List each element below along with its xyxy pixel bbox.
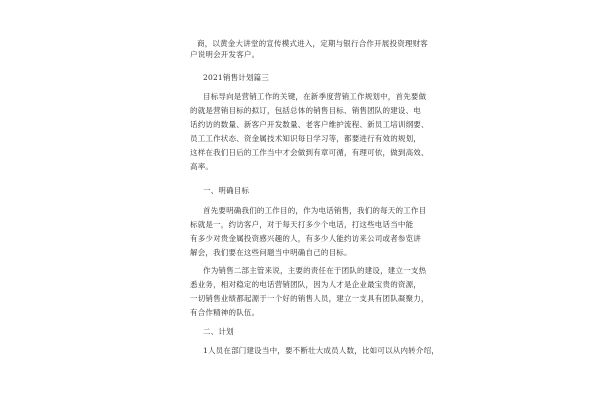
section-title: 2021销售计划篇三: [203, 73, 270, 82]
heading-plan: 二、计划: [203, 327, 234, 336]
paragraph2-line-1: 首先要明确我们的工作目的，作为电话销售，我们的每天的工作目: [203, 206, 427, 215]
paragraph1-line-1: 目标导向是营销工作的关键，在新季度营销工作规划中，首先要做: [203, 92, 427, 101]
paragraph1-line-4: 员工工作状态、资金属技术知识每日学习等，都要进行有效的规划，: [190, 134, 421, 143]
heading-goals: 一、明确目标: [203, 186, 250, 195]
paragraph3-line-3: 一切销售业绩都起源于一个好的销售人员，建立一支具有团队凝聚力，: [190, 294, 429, 303]
paragraph3-line-2: 悉业务，相对稳定的电话营销团队，因为人才是企业最宝贵的资源，: [190, 280, 421, 289]
paragraph1-line-6: 高率。: [190, 162, 214, 171]
intro-line-2: 户说明会开发客户。: [190, 50, 260, 59]
paragraph3-line-1: 作为销售二部主管来说，主要的责任在于团队的建设，建立一支热: [203, 266, 427, 275]
paragraph3-line-4: 有合作精神的队伍。: [190, 308, 260, 317]
intro-line-1: 商，以黄金大讲堂的宣传模式进入，定期与银行合作开展投资理财客: [197, 39, 428, 48]
paragraph2-line-3: 有多少对贵金属投资感兴趣的人，有多少人能约访来公司或者参览讲: [190, 234, 421, 243]
paragraph1-line-2: 的就是营销目标的拟订，包括总体的销售目标、销售团队的建设、电: [190, 106, 421, 115]
paragraph1-line-5: 这样在我们日后的工作当中才会做到有章可循，有理可依，做到高效、: [190, 148, 429, 157]
paragraph2-line-4: 解会，我们要在这些问题当中明确自己的目标。: [190, 248, 352, 257]
paragraph2-line-2: 标就是一，约访客户，对于每天打多少个电话，打这些电话当中能: [190, 220, 414, 229]
paragraph4-line-1: 1人员在部门建设当中，要不断壮大成员人数，比如可以从内转介绍，: [203, 346, 439, 355]
paragraph1-line-3: 话约访的数量、新客户开发数量、老客户维护流程、新员工培训纲要、: [190, 120, 429, 129]
